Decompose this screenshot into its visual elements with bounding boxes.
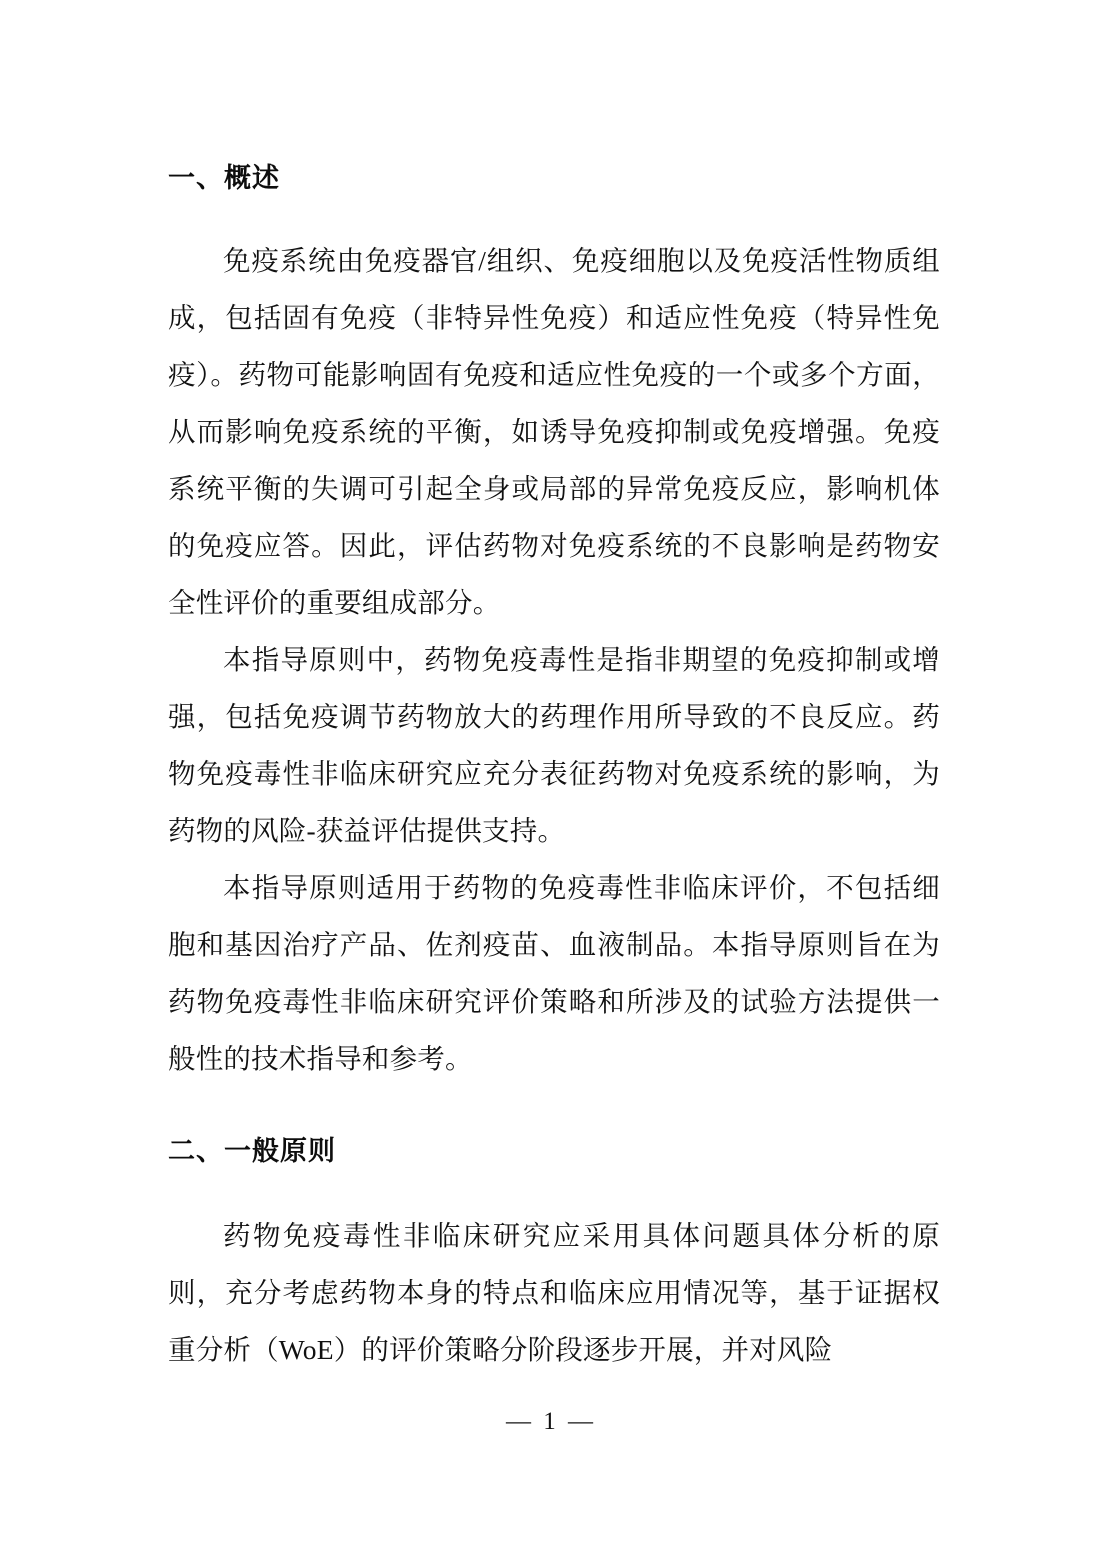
page-number: — 1 — [506,1408,596,1435]
paragraph: 本指导原则中，药物免疫毒性是指非期望的免疫抑制或增强，包括免疫调节药物放大的药理作用所导致的不良反应。药物免疫毒性非临床研究应充分表征药物对免疫系统的影响，为药物的风险-获益评估提供支持。 [168,643,940,846]
paragraph: 免疫系统由免疫器官/组织、免疫细胞以及免疫活性物质组成，包括固有免疫（非特异性免疫）和适应性免疫（特异性免疫）。药物可能影响固有免疫和适应性免疫的一个或多个方面，从而影响免疫系统的平衡，如诱导免疫抑制或免疫增强。免疫系统平衡的失调可引起全身或局部的异常免疫反应，影响机体的免疫应答。因此，评估药物对免疫系统的不良影响是药物安全性评价的重要组成部分。 [168,244,940,618]
section-heading-overview: 一、概述 [168,163,280,194]
section-heading-general-principles: 二、一般原则 [168,1135,336,1167]
page-content [168,160,940,1378]
paragraph: 本指导原则适用于药物的免疫毒性非临床评价，不包括细胞和基因治疗产品、佐剂疫苗、血液制品。本指导原则旨在为药物免疫毒性非临床研究评价策略和所涉及的试验方法提供一般性的技术指导和参考。 [168,871,940,1074]
paragraph: 药物免疫毒性非临床研究应采用具体问题具体分析的原则，充分考虑药物本身的特点和临床应用情况等，基于证据权重分析（WoE）的评价策略分阶段逐步开展，并对风险 [168,1219,940,1365]
